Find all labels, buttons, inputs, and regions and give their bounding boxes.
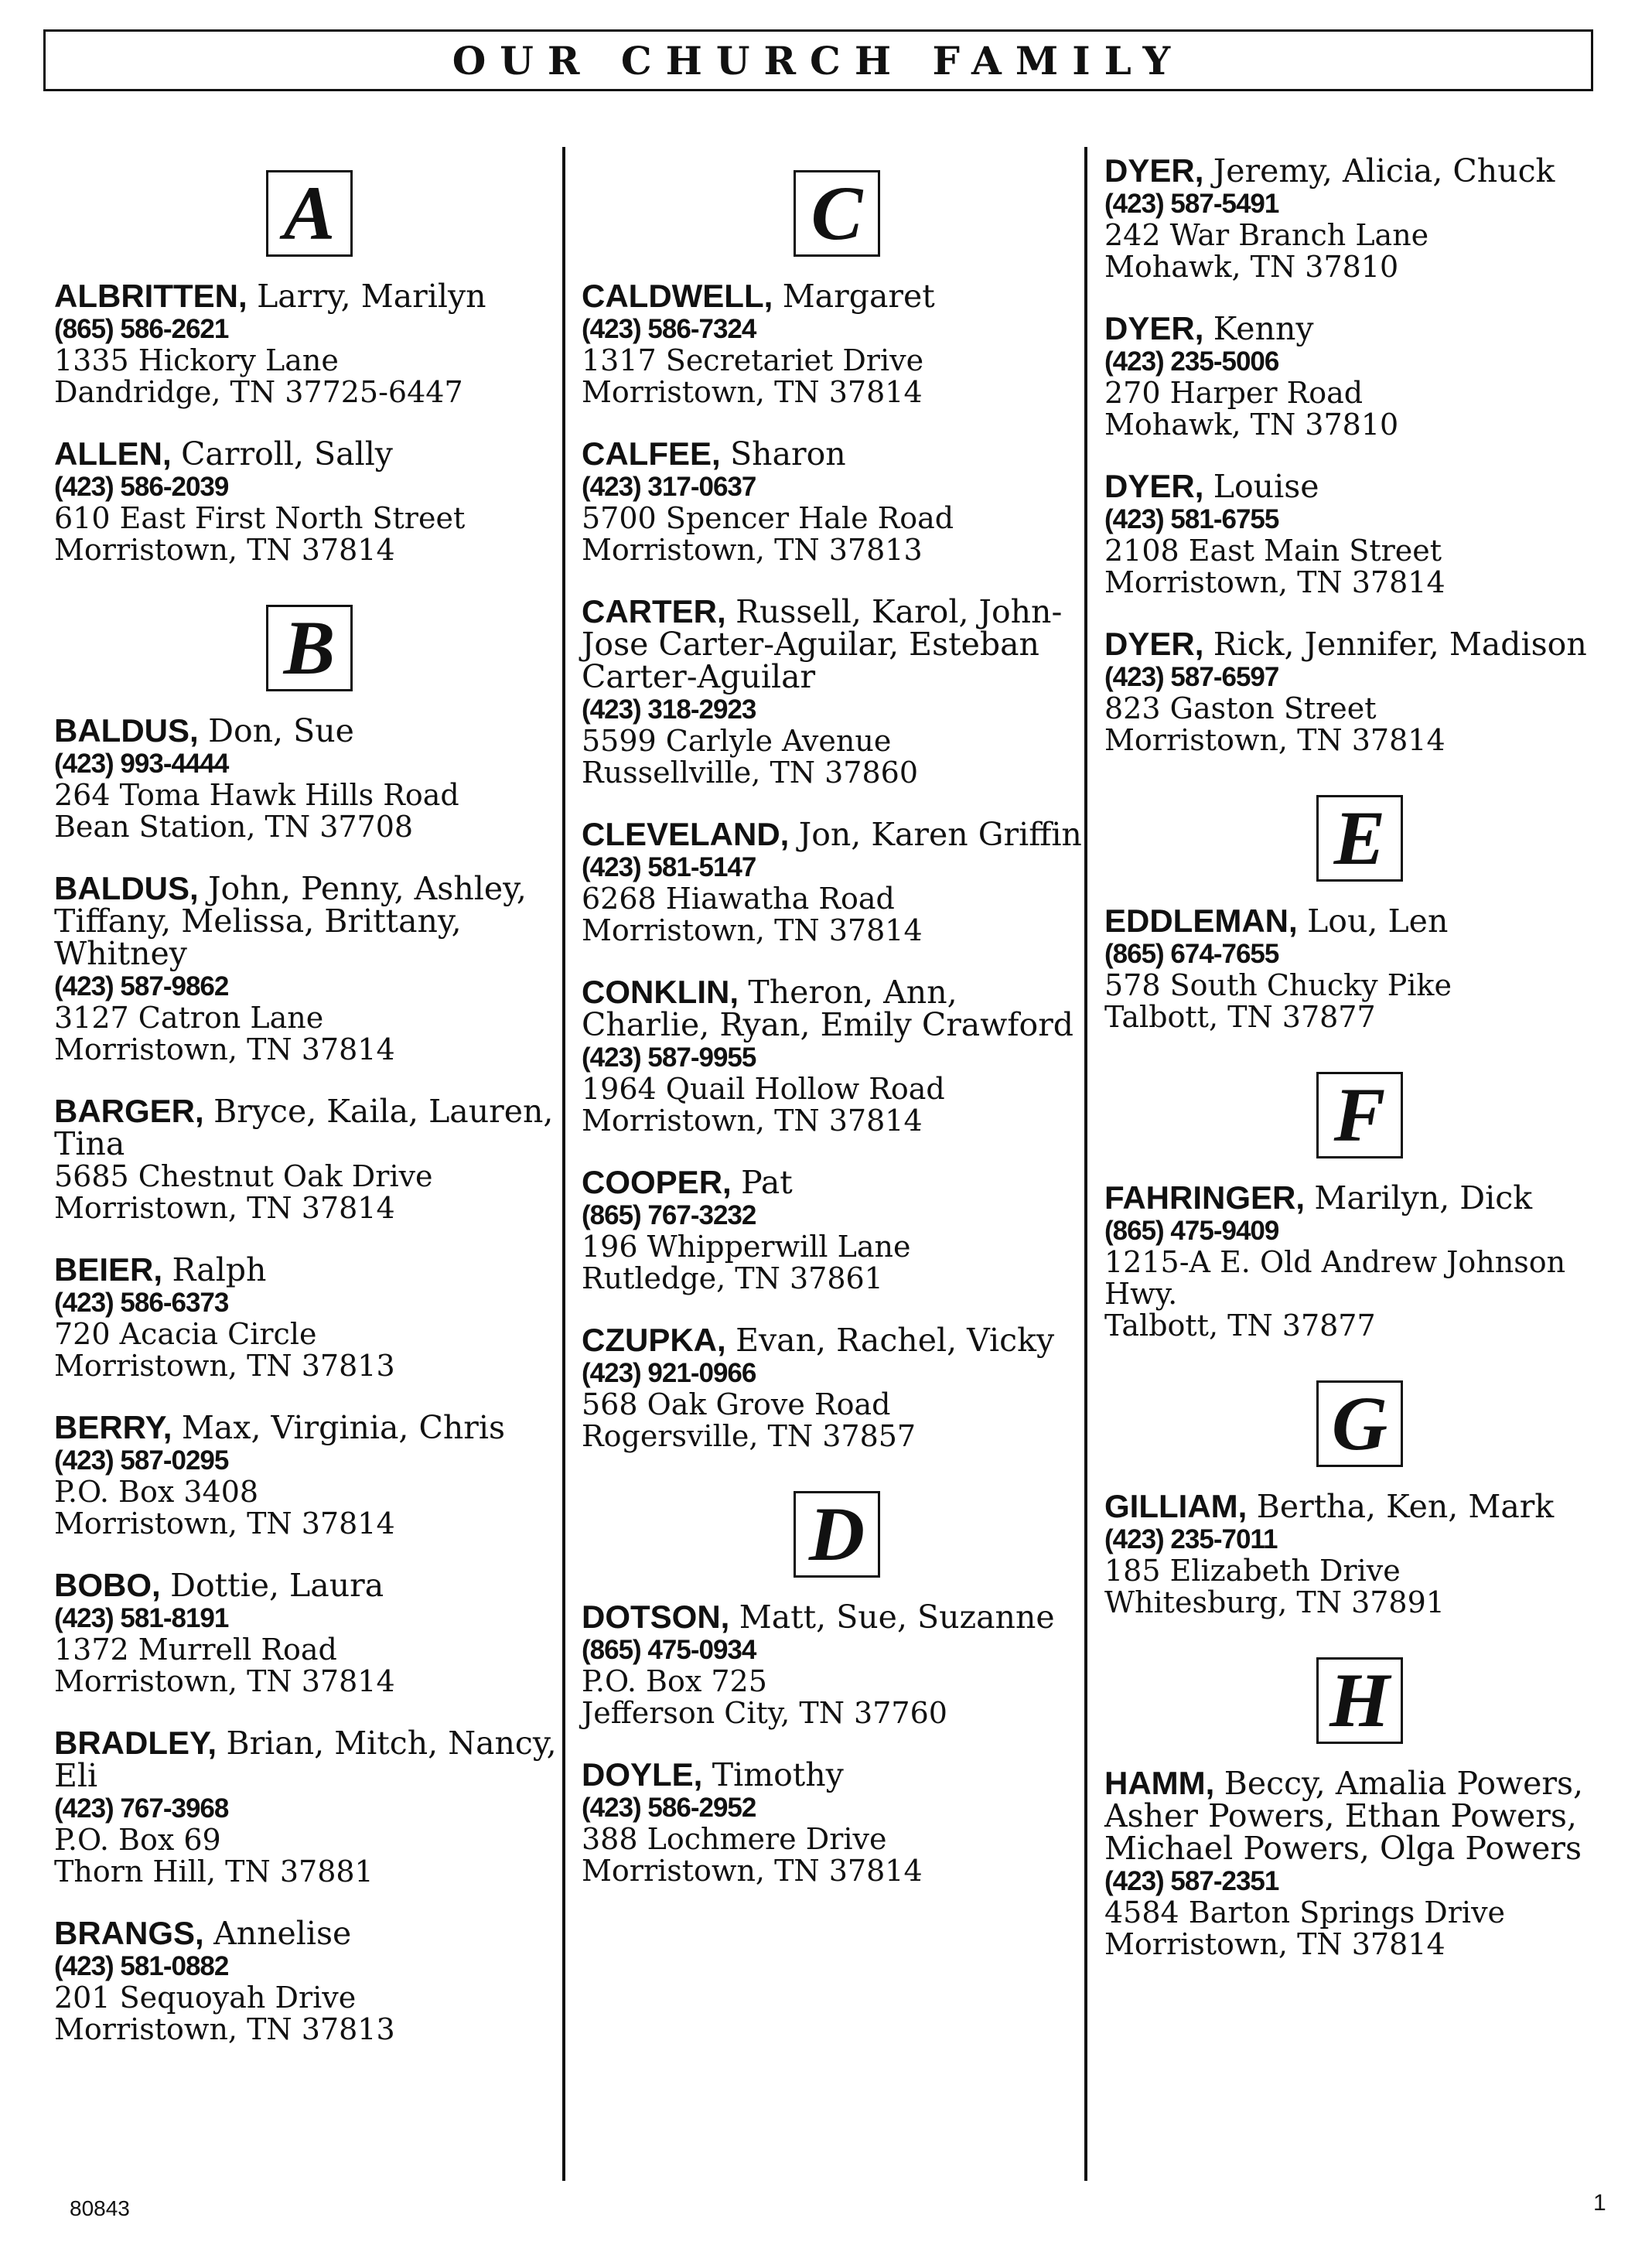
entry-phone: (423) 235-5006 xyxy=(1104,346,1279,377)
entry-surname: DOTSON, xyxy=(582,1599,730,1635)
entry-phone: (423) 587-0295 xyxy=(54,1445,229,1476)
entry-given-names: Bertha, Ken, Mark xyxy=(1256,1488,1555,1525)
entry-given-names: Annelise xyxy=(213,1915,352,1952)
entry-name xyxy=(54,1095,565,1161)
entry-name xyxy=(54,712,565,749)
entry-city: Talbott, TN 37877 xyxy=(1104,1309,1376,1343)
entry-phone: (865) 586-2621 xyxy=(54,314,229,344)
entry-city: Morristown, TN 37814 xyxy=(54,533,395,567)
entry-city: Dandridge, TN 37725-6447 xyxy=(54,375,463,409)
entry-surname: BRANGS, xyxy=(54,1915,204,1951)
directory-entry xyxy=(54,1411,565,1540)
letter-heading xyxy=(1104,1380,1615,1467)
directory-entry xyxy=(54,435,565,567)
entry-phone: (423) 581-5147 xyxy=(582,852,756,882)
entry-street: P.O. Box 725 xyxy=(582,1664,767,1698)
directory-entry xyxy=(582,818,1092,947)
entry-street: 1964 Quail Hollow Road xyxy=(582,1072,945,1106)
letter-section xyxy=(1104,1072,1615,1342)
entry-street: 1215-A E. Old Andrew Johnson Hwy. xyxy=(1104,1245,1566,1311)
entry-given-names: Russell, Karol, John-Jose Carter-Aguilar, Esteban Carter-Aguilar xyxy=(582,593,1063,695)
entry-street: 388 Lochmere Drive xyxy=(582,1822,887,1856)
entry-city: Morristown, TN 37813 xyxy=(54,2012,395,2046)
entry-street: 185 Elizabeth Drive xyxy=(1104,1554,1401,1588)
letter-section xyxy=(54,170,565,566)
entry-phone: (423) 235-7011 xyxy=(1104,1524,1278,1554)
entry-street: 6268 Hiawatha Road xyxy=(582,882,895,916)
entry-name xyxy=(1104,628,1615,661)
entry-surname: COOPER, xyxy=(582,1164,732,1200)
entry-city: Mohawk, TN 37810 xyxy=(1104,408,1399,442)
entry-city: Morristown, TN 37814 xyxy=(54,1664,395,1698)
entry-phone: (423) 587-5491 xyxy=(1104,189,1279,219)
entry-surname: FAHRINGER, xyxy=(1104,1179,1306,1216)
entry-phone: (423) 318-2923 xyxy=(582,694,756,725)
entry-given-names: Kenny xyxy=(1213,310,1314,347)
directory-entry xyxy=(54,1251,565,1383)
directory-entry xyxy=(1104,1767,1615,1960)
directory-entry xyxy=(1104,152,1615,284)
entry-given-names: Evan, Rachel, Vicky xyxy=(736,1322,1055,1359)
entry-surname: ALBRITTEN, xyxy=(54,278,247,314)
letter-section xyxy=(582,170,1092,1452)
entry-given-names: Louise xyxy=(1213,468,1319,505)
entry-city: Morristown, TN 37814 xyxy=(582,913,923,947)
directory-entry xyxy=(582,976,1092,1137)
entry-name xyxy=(1104,470,1615,503)
entry-surname: HAMM, xyxy=(1104,1765,1215,1801)
entry-given-names: Rick, Jennifer, Madison xyxy=(1213,626,1587,663)
entry-name xyxy=(582,595,1092,694)
entry-name xyxy=(54,1251,565,1288)
entry-city: Morristown, TN 37814 xyxy=(582,375,923,409)
entry-name xyxy=(1104,1179,1615,1216)
entry-phone: (865) 475-0934 xyxy=(582,1635,756,1665)
entry-phone: (423) 317-0637 xyxy=(582,472,756,502)
entry-name xyxy=(582,280,1092,313)
entry-city: Mohawk, TN 37810 xyxy=(1104,250,1399,284)
entry-phone: (423) 586-2952 xyxy=(582,1793,756,1823)
directory-entry xyxy=(1104,1179,1615,1343)
entry-surname: DYER, xyxy=(1104,626,1204,662)
entry-street: 201 Sequoyah Drive xyxy=(54,1981,357,2015)
entry-surname: ALLEN, xyxy=(54,435,172,472)
entry-street: 3127 Catron Lane xyxy=(54,1001,324,1035)
entry-phone: (423) 586-6373 xyxy=(54,1288,229,1318)
entry-surname: GILLIAM, xyxy=(1104,1488,1248,1524)
directory-entry xyxy=(54,872,565,1066)
letter-box: F xyxy=(1316,1072,1403,1158)
entry-given-names: Margaret xyxy=(782,278,935,315)
column-3 xyxy=(1104,0,1615,1960)
entry-surname: CONKLIN, xyxy=(582,974,739,1010)
entry-given-names: Timothy xyxy=(712,1756,844,1793)
entry-phone: (423) 587-9862 xyxy=(54,971,229,1001)
entry-city: Morristown, TN 37814 xyxy=(1104,1927,1446,1961)
entry-given-names: Max, Virginia, Chris xyxy=(181,1409,506,1446)
entry-surname: BRADLEY, xyxy=(54,1725,217,1761)
entry-street: 264 Toma Hawk Hills Road xyxy=(54,778,459,812)
letter-section xyxy=(1104,1380,1615,1619)
entry-name xyxy=(582,1756,1092,1793)
directory-entry xyxy=(54,1095,565,1224)
entry-street: 4584 Barton Springs Drive xyxy=(1104,1895,1506,1930)
letter-box: B xyxy=(266,605,353,691)
directory-entry xyxy=(582,1324,1092,1452)
directory-entry xyxy=(1104,905,1615,1033)
directory-entry xyxy=(582,435,1092,567)
entry-phone: (423) 586-7324 xyxy=(582,314,756,344)
entry-street: 5700 Spencer Hale Road xyxy=(582,501,954,535)
entry-given-names: Carroll, Sally xyxy=(181,435,393,473)
entry-phone: (423) 993-4444 xyxy=(54,749,229,779)
letter-heading xyxy=(1104,1072,1615,1158)
letter-heading xyxy=(582,170,1092,257)
entry-street: 5599 Carlyle Avenue xyxy=(582,724,892,758)
entry-city: Jefferson City, TN 37760 xyxy=(582,1696,947,1730)
entry-name xyxy=(54,1411,565,1445)
entry-phone: (865) 674-7655 xyxy=(1104,939,1279,969)
directory-entry xyxy=(582,595,1092,789)
entry-name xyxy=(1104,1767,1615,1865)
entry-given-names: Dottie, Laura xyxy=(170,1567,384,1604)
entry-given-names: Marilyn, Dick xyxy=(1314,1179,1533,1216)
entry-city: Thorn Hill, TN 37881 xyxy=(54,1854,374,1889)
directory-entry xyxy=(1104,1490,1615,1619)
entry-phone: (423) 587-9955 xyxy=(582,1042,756,1073)
letter-box: A xyxy=(266,170,353,257)
directory-entry xyxy=(54,1727,565,1888)
letter-box: C xyxy=(794,170,880,257)
entry-street: 1372 Murrell Road xyxy=(54,1633,337,1667)
entry-name xyxy=(582,435,1092,473)
entry-name xyxy=(54,872,565,971)
entry-street: 610 East First North Street xyxy=(54,501,466,535)
letter-section xyxy=(1104,1657,1615,1960)
letter-box: D xyxy=(794,1491,880,1578)
entry-given-names: Lou, Len xyxy=(1307,903,1449,940)
entry-street: 270 Harper Road xyxy=(1104,376,1364,410)
entry-street: 2108 East Main Street xyxy=(1104,534,1442,568)
entry-name xyxy=(54,1917,565,1950)
entry-surname: BEIER, xyxy=(54,1251,163,1288)
entry-name xyxy=(54,280,565,313)
entry-street: 578 South Chucky Pike xyxy=(1104,968,1452,1002)
entry-name xyxy=(54,435,565,473)
entry-surname: BERRY, xyxy=(54,1409,172,1445)
entry-city: Morristown, TN 37813 xyxy=(582,533,923,567)
entry-phone: (423) 767-3968 xyxy=(54,1793,229,1824)
entry-surname: CALFEE, xyxy=(582,435,721,472)
entry-surname: CLEVELAND, xyxy=(582,816,790,852)
letter-box: H xyxy=(1316,1657,1403,1744)
letter-box: E xyxy=(1316,795,1403,882)
entry-given-names: Theron, Ann, Charlie, Ryan, Emily Crawford xyxy=(582,974,1074,1043)
entry-given-names: Larry, Marilyn xyxy=(257,278,486,315)
entry-city: Morristown, TN 37814 xyxy=(1104,723,1446,757)
entry-given-names: Bryce, Kaila, Lauren, Tina xyxy=(54,1093,554,1162)
entry-street: 1335 Hickory Lane xyxy=(54,343,339,377)
letter-section xyxy=(54,605,565,2046)
entry-name xyxy=(582,1324,1092,1357)
entry-city: Bean Station, TN 37708 xyxy=(54,810,414,844)
directory-entry xyxy=(582,1166,1092,1295)
letter-heading xyxy=(1104,1657,1615,1744)
entry-city: Morristown, TN 37814 xyxy=(54,1032,395,1066)
entry-name xyxy=(582,1601,1092,1634)
entry-phone: (423) 587-2351 xyxy=(1104,1866,1279,1896)
entry-city: Rogersville, TN 37857 xyxy=(582,1419,916,1453)
page-number: 1 xyxy=(1593,2190,1606,2216)
entry-surname: BALDUS, xyxy=(54,870,199,906)
entry-street: 5685 Chestnut Oak Drive xyxy=(54,1159,433,1193)
entry-name xyxy=(54,1727,565,1793)
entry-phone: (423) 586-2039 xyxy=(54,472,229,502)
letter-section xyxy=(1104,795,1615,1033)
entry-given-names: Brian, Mitch, Nancy, Eli xyxy=(54,1725,557,1794)
entry-name xyxy=(1104,1490,1615,1524)
entry-city: Morristown, TN 37813 xyxy=(54,1349,395,1383)
entry-phone: (423) 581-6755 xyxy=(1104,504,1279,534)
entry-given-names: Pat xyxy=(741,1164,793,1201)
entry-given-names: Jon, Karen Griffin xyxy=(798,816,1082,853)
entry-name xyxy=(1104,152,1615,189)
entry-name xyxy=(1104,905,1615,938)
entry-surname: DYER, xyxy=(1104,468,1204,504)
entry-surname: CARTER, xyxy=(582,593,726,630)
entry-name xyxy=(582,976,1092,1042)
letter-heading xyxy=(1104,795,1615,882)
entry-phone: (423) 921-0966 xyxy=(582,1358,756,1388)
letter-section xyxy=(582,1491,1092,1887)
entry-given-names: Don, Sue xyxy=(208,712,354,749)
entry-surname: CALDWELL, xyxy=(582,278,773,314)
entry-phone: (865) 767-3232 xyxy=(582,1200,756,1230)
entry-phone: (423) 581-8191 xyxy=(54,1603,229,1633)
entry-city: Morristown, TN 37814 xyxy=(54,1506,395,1541)
entry-city: Talbott, TN 37877 xyxy=(1104,1000,1376,1034)
entry-street: P.O. Box 3408 xyxy=(54,1475,259,1509)
entry-city: Morristown, TN 37814 xyxy=(1104,565,1446,599)
entry-street: 242 War Branch Lane xyxy=(1104,218,1429,252)
directory-entry xyxy=(582,280,1092,408)
entry-city: Morristown, TN 37814 xyxy=(582,1104,923,1138)
entry-name xyxy=(1104,312,1615,346)
letter-heading xyxy=(54,170,565,257)
entry-street: 196 Whipperwill Lane xyxy=(582,1230,911,1264)
entry-city: Rutledge, TN 37861 xyxy=(582,1261,883,1295)
entry-given-names: Beccy, Amalia Powers, Asher Powers, Ethan Powers, Michael Powers, Olga Powers xyxy=(1104,1765,1584,1867)
entry-city: Morristown, TN 37814 xyxy=(582,1854,923,1888)
letter-box: G xyxy=(1316,1380,1403,1467)
entry-surname: DYER, xyxy=(1104,152,1204,189)
entry-street: 568 Oak Grove Road xyxy=(582,1387,891,1421)
directory-entry xyxy=(54,1917,565,2046)
entry-name xyxy=(582,818,1092,851)
page-title: OUR CHURCH FAMILY xyxy=(452,37,1185,84)
letter-heading xyxy=(582,1491,1092,1578)
entry-surname: DOYLE, xyxy=(582,1756,703,1793)
directory-entry xyxy=(54,712,565,844)
entry-street: 823 Gaston Street xyxy=(1104,691,1377,725)
directory-entry xyxy=(54,280,565,408)
footer-code: 80843 xyxy=(70,2196,130,2220)
entry-surname: BOBO, xyxy=(54,1567,161,1603)
entry-given-names: Jeremy, Alicia, Chuck xyxy=(1213,152,1555,189)
directory-entry xyxy=(1104,470,1615,599)
entry-street: P.O. Box 69 xyxy=(54,1823,221,1857)
entry-city: Whitesburg, TN 37891 xyxy=(1104,1585,1445,1619)
entry-surname: EDDLEMAN, xyxy=(1104,903,1298,939)
entry-street: 720 Acacia Circle xyxy=(54,1317,317,1351)
entry-surname: CZUPKA, xyxy=(582,1322,726,1358)
letter-section xyxy=(1104,152,1615,757)
directory-entry xyxy=(54,1569,565,1698)
entry-city: Morristown, TN 37814 xyxy=(54,1191,395,1225)
entry-name xyxy=(54,1569,565,1602)
letter-heading xyxy=(54,605,565,691)
entry-given-names: Matt, Sue, Suzanne xyxy=(739,1599,1055,1636)
directory-entry xyxy=(1104,628,1615,756)
entry-given-names: John, Penny, Ashley, Tiffany, Melissa, Brittany, Whitney xyxy=(54,870,527,972)
entry-surname: BALDUS, xyxy=(54,712,199,749)
entry-name xyxy=(582,1166,1092,1199)
directory-entry xyxy=(582,1601,1092,1729)
column-2 xyxy=(582,0,1092,1887)
column-1 xyxy=(54,0,565,2046)
entry-phone: (423) 587-6597 xyxy=(1104,662,1279,692)
entry-given-names: Sharon xyxy=(730,435,846,473)
entry-city: Russellville, TN 37860 xyxy=(582,756,919,790)
entry-phone: (423) 581-0882 xyxy=(54,1951,229,1981)
directory-entry xyxy=(1104,312,1615,441)
entry-surname: DYER, xyxy=(1104,310,1204,346)
entry-phone: (865) 475-9409 xyxy=(1104,1216,1279,1246)
entry-given-names: Ralph xyxy=(172,1251,267,1288)
directory-entry xyxy=(582,1756,1092,1888)
entry-surname: BARGER, xyxy=(54,1093,204,1129)
entry-street: 1317 Secretariet Drive xyxy=(582,343,924,377)
